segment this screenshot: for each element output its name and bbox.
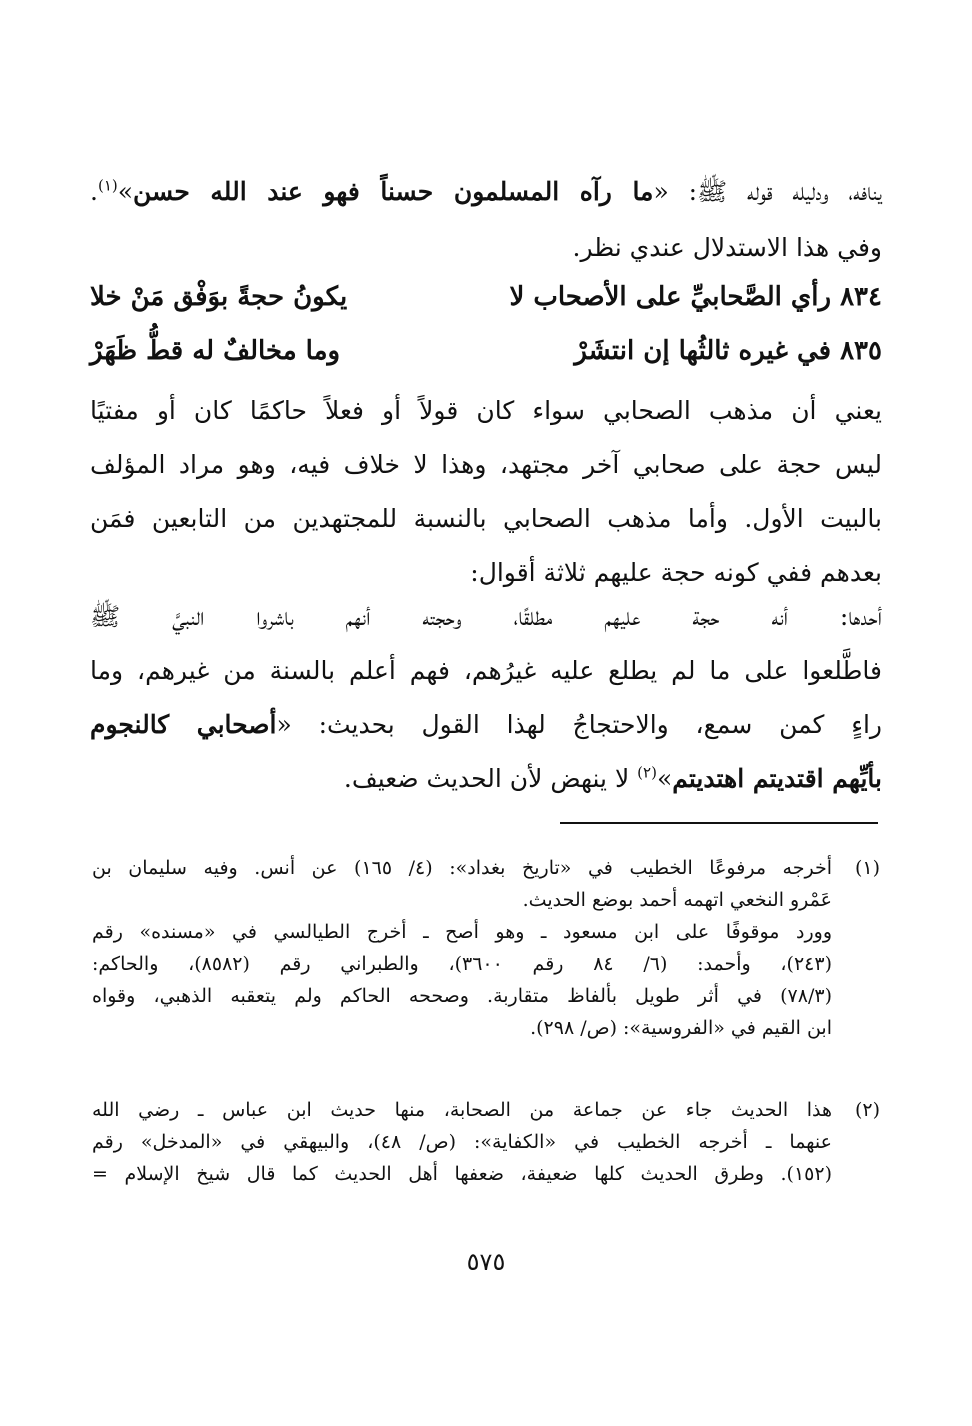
footnote-text	[92, 852, 832, 1044]
hadith-quote: أصحابي كالنجوم	[90, 710, 277, 739]
commentary-paragraph-2	[90, 590, 882, 806]
footnote-line: (٧٨/٣) في أثر طويل بألفاظ متقاربة. وصححه الحاكم ولم يتعقبه الذهبي، وقواه	[92, 985, 832, 1007]
body-text: ينافه، ودليله قوله ﷺ: «	[653, 177, 882, 206]
verse-835	[90, 336, 882, 366]
footnote-line: (١٥٢). وطرق الحديث كلها ضعيفة، ضعفها أهل الحديث كما قال شيخ الإسلام =	[92, 1163, 832, 1185]
body-line-2: وفي هذا الاستدلال عندي نظر.	[572, 233, 882, 262]
commentary-paragraph-1	[90, 384, 882, 600]
footnote-line: عنهما ـ أخرجه الخطيب في «الكفاية»: (ص/ ٤٨)، والبيهقي في «المدخل» رقم	[92, 1131, 833, 1153]
verse-hemistich-second: وما مخالفٌ له قطُّ ظَهَرْ	[90, 336, 341, 366]
paragraph-line	[90, 752, 882, 806]
verse-hemistich-second: يكونُ حجةً بوَفْق مَنْ خلا	[90, 282, 348, 312]
paragraph-line: فاطَّلعوا على ما لم يطلع عليه غيرُهم، فهم أعلم بالسنة من غيرهم، وما	[90, 656, 882, 685]
paragraph-line: بعدهم ففي كونه حجة عليهم ثلاثة أقوال:	[470, 558, 882, 587]
footnote-text	[92, 1094, 832, 1190]
footnote-ref-2[interactable]: (٢)	[637, 763, 657, 782]
footnote-line: (٢٤٣)، وأحمد: (٦/ ٨٤ رقم ٣٦٠٠)، والطبراني رقم (٨٥٨٢)، والحاكم:	[92, 953, 832, 975]
footnote-2	[92, 1094, 880, 1190]
paragraph-line: أحدها: أنه حجة عليهم مطلقًا، وحجته أنهم باشروا النبيَّ ﷺ	[90, 602, 882, 631]
footnote-ref-1[interactable]: (١)	[97, 176, 118, 195]
hadith-quote: بأيِّهم اقتديتم اهتديتم	[672, 764, 882, 793]
footnote-number: (١)	[854, 857, 880, 879]
page-number: ٥٧٥	[466, 1248, 506, 1276]
footnote-line: عَمْرو النخعي اتهمه أحمد بوضع الحديث.	[522, 889, 832, 911]
footnote-separator	[560, 822, 878, 824]
paragraph-text: راءٍ كمن سمع، والاحتجاجُ لهذا القول بحديث: «	[276, 710, 883, 739]
body-line-1	[90, 170, 882, 214]
quote-close: »	[656, 764, 673, 793]
body-text-end: .	[90, 177, 98, 206]
footnote-line: أخرجه مرفوعًا الخطيب في «تاريخ بغداد»: (٤/ ١٦٥) عن أنس. وفيه سليمان بن	[92, 857, 832, 879]
paragraph-line: يعني أن مذهب الصحابي سواء كان قولاً أو فعلاً حاكمًا كان أو مفتيًا	[90, 396, 882, 425]
hadith-quote: ما رآه المسلمون حسناً فهو عند الله حسن	[133, 177, 654, 206]
footnote-number: (٢)	[854, 1099, 880, 1121]
verse-hemistich-first: ٨٣٥ في غيره ثالثُها إن انتشَرْ	[574, 336, 882, 366]
paragraph-line	[90, 698, 882, 752]
paragraph-text: لا ينهض لأن الحديث ضعيف.	[343, 764, 638, 793]
paragraph-line: ليس حجة على صحابي آخر مجتهد، وهذا لا خلاف فيه، وهو مراد المؤلف	[90, 450, 882, 479]
footnote-line: وورد موقوفًا على ابن مسعود ـ وهو أصح ـ أخرج الطيالسي في «مسنده» رقم	[92, 921, 832, 943]
paragraph-line: بالبيت الأول. وأما مذهب الصحابي بالنسبة للمجتهدين من التابعين فمَن	[90, 504, 882, 533]
footnote-1	[92, 852, 880, 1044]
footnote-line: ابن القيم في «الفروسية»: (ص/ ٢٩٨).	[530, 1017, 832, 1039]
quote-close: »	[117, 177, 134, 206]
footnote-line: هذا الحديث جاء عن جماعة من الصحابة، منها حديث ابن عباس ـ رضي الله	[92, 1099, 832, 1121]
verse-hemistich-first: ٨٣٤ رأي الصَّحابيِّ على الأصحاب لا	[509, 282, 882, 312]
verse-834	[90, 282, 882, 312]
